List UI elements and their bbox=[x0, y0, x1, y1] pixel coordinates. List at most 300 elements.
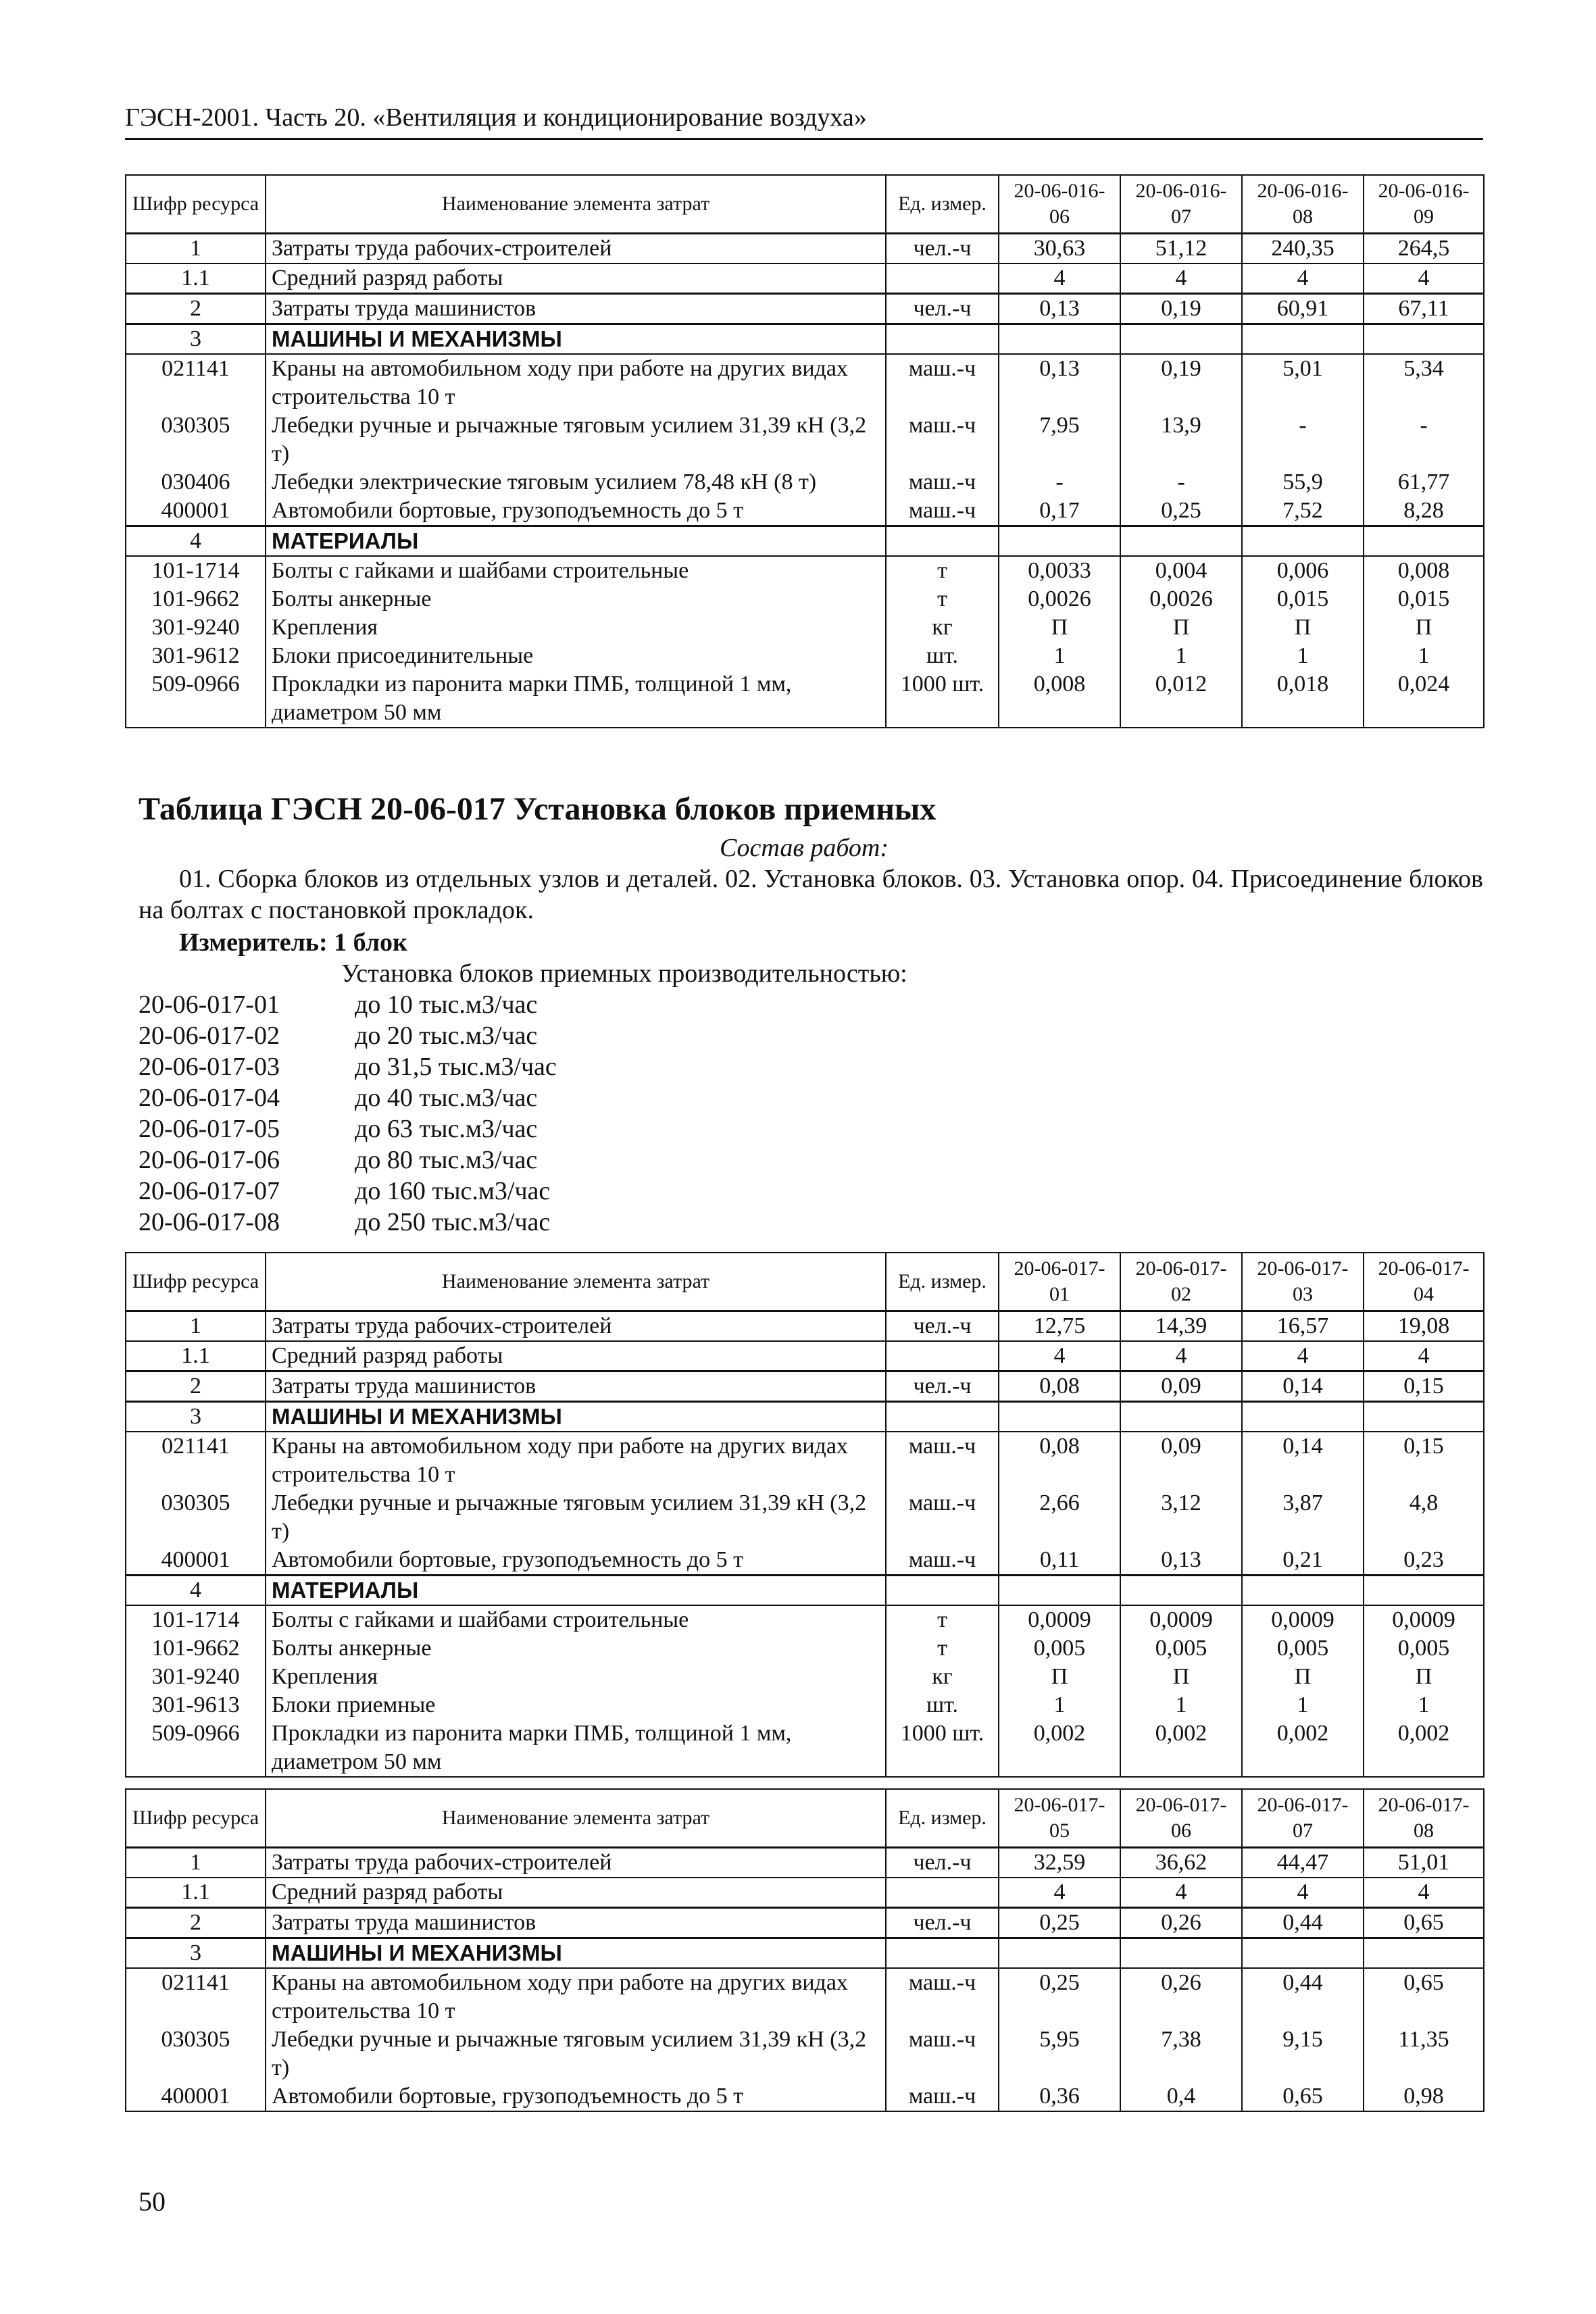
value-cell: 0,65 bbox=[1364, 1968, 1484, 2026]
table-title: Таблица ГЭСН 20-06-017 Установка блоков приемных bbox=[139, 791, 937, 827]
cost-element-name: Затраты труда рабочих-строителей bbox=[266, 234, 886, 264]
unit-cell: маш.-ч bbox=[886, 497, 999, 526]
value-cell: 0,14 bbox=[1242, 1432, 1364, 1489]
resource-code: 030305 bbox=[126, 411, 266, 468]
value-cell: 4 bbox=[1120, 263, 1242, 294]
unit-cell: т bbox=[886, 1634, 999, 1663]
value-cell: 0,08 bbox=[999, 1432, 1120, 1489]
unit-cell bbox=[886, 1402, 999, 1432]
value-cell: - bbox=[1120, 468, 1242, 497]
cost-element-name: Лебедки электрические тяговым усилием 78,48 кН (8 т) bbox=[266, 468, 886, 497]
running-header: ГЭСН-2001. Часть 20. «Вентиляция и кондиционирование воздуха» bbox=[125, 101, 1483, 140]
cost-element-name: Затраты труда машинистов bbox=[266, 294, 886, 324]
unit-cell: чел.-ч bbox=[886, 1311, 999, 1342]
value-cell: 0,13 bbox=[999, 354, 1120, 411]
unit-cell bbox=[886, 1576, 999, 1606]
value-cell: - bbox=[999, 468, 1120, 497]
resource-code: 021141 bbox=[126, 1432, 266, 1489]
resource-code: 509-0966 bbox=[126, 670, 266, 728]
variant-text: до 10 тыс.м3/час bbox=[355, 990, 538, 1019]
column-header: 20-06-017-03 bbox=[1242, 1253, 1364, 1311]
table-row bbox=[126, 1663, 1484, 1691]
value-cell: 19,08 bbox=[1364, 1311, 1484, 1342]
table-row bbox=[126, 1576, 1484, 1606]
variant-text: до 160 тыс.м3/час bbox=[355, 1177, 551, 1205]
value-cell: 67,11 bbox=[1364, 294, 1484, 324]
table-row bbox=[126, 354, 1484, 411]
variant-text: до 250 тыс.м3/час bbox=[355, 1208, 551, 1236]
resource-table-017-b bbox=[125, 1788, 1485, 2112]
value-cell: 1 bbox=[999, 642, 1120, 670]
value-cell: 0,005 bbox=[999, 1634, 1120, 1663]
resource-code: 3 bbox=[126, 1938, 266, 1969]
value-cell: 7,38 bbox=[1120, 2026, 1242, 2082]
unit-cell: маш.-ч bbox=[886, 1968, 999, 2026]
value-cell bbox=[1242, 324, 1364, 355]
value-cell: 4 bbox=[1120, 1878, 1242, 1908]
value-cell: 0,26 bbox=[1120, 1968, 1242, 2026]
value-cell: 0,15 bbox=[1364, 1372, 1484, 1402]
value-cell: 264,5 bbox=[1364, 234, 1484, 264]
value-cell: 4 bbox=[1364, 263, 1484, 294]
cost-element-name: Болты с гайками и шайбами строительные bbox=[266, 556, 886, 585]
resource-code: 1 bbox=[126, 234, 266, 264]
measure-value: 1 блок bbox=[334, 928, 407, 957]
value-cell: 0,4 bbox=[1120, 2082, 1242, 2111]
resource-code: 400001 bbox=[126, 497, 266, 526]
cost-element-name: Затраты труда машинистов bbox=[266, 1908, 886, 1938]
cost-element-name: Болты анкерные bbox=[266, 1634, 886, 1663]
value-cell bbox=[1120, 324, 1242, 355]
value-cell bbox=[1120, 1576, 1242, 1606]
value-cell: 0,0009 bbox=[1364, 1605, 1484, 1634]
table-row bbox=[126, 1341, 1484, 1372]
table-row bbox=[126, 1691, 1484, 1719]
unit-cell bbox=[886, 526, 999, 557]
value-cell: 32,59 bbox=[999, 1848, 1120, 1878]
cost-element-name: Автомобили бортовые, грузоподъемность до 5 т bbox=[266, 1546, 886, 1576]
resource-code: 021141 bbox=[126, 1968, 266, 2026]
page-number: 50 bbox=[139, 2186, 166, 2217]
unit-cell: кг bbox=[886, 1663, 999, 1691]
value-cell: 0,11 bbox=[999, 1546, 1120, 1576]
measure-label: Измеритель: bbox=[179, 928, 328, 957]
column-header: 20-06-017-06 bbox=[1120, 1789, 1242, 1848]
value-cell: 0,09 bbox=[1120, 1372, 1242, 1402]
resource-code: 101-9662 bbox=[126, 1634, 266, 1663]
value-cell: П bbox=[1242, 613, 1364, 642]
value-cell: 0,024 bbox=[1364, 670, 1484, 728]
cost-element-name: Прокладки из паронита марки ПМБ, толщиной 1 мм, диаметром 50 мм bbox=[266, 670, 886, 728]
table-row bbox=[126, 294, 1484, 324]
cost-element-name: Болты анкерные bbox=[266, 585, 886, 613]
value-cell: 0,012 bbox=[1120, 670, 1242, 728]
value-cell: 4 bbox=[1242, 1341, 1364, 1372]
table-row bbox=[126, 2082, 1484, 2111]
resource-table-017-a bbox=[125, 1252, 1485, 1778]
value-cell bbox=[999, 324, 1120, 355]
value-cell: 0,13 bbox=[999, 294, 1120, 324]
variant-item bbox=[139, 1082, 557, 1113]
variant-item bbox=[139, 989, 557, 1020]
value-cell: 0,25 bbox=[1120, 497, 1242, 526]
value-cell bbox=[999, 1938, 1120, 1969]
unit-cell: чел.-ч bbox=[886, 1372, 999, 1402]
column-header: Наименование элемента затрат bbox=[266, 1253, 886, 1311]
column-header: Наименование элемента затрат bbox=[266, 1789, 886, 1848]
unit-cell: т bbox=[886, 585, 999, 613]
value-cell: 0,0009 bbox=[1242, 1605, 1364, 1634]
value-cell: 0,21 bbox=[1242, 1546, 1364, 1576]
value-cell: 0,015 bbox=[1364, 585, 1484, 613]
value-cell: 0,44 bbox=[1242, 1968, 1364, 2026]
value-cell: 4,8 bbox=[1364, 1489, 1484, 1546]
resource-code: 400001 bbox=[126, 2082, 266, 2111]
resource-code: 1 bbox=[126, 1848, 266, 1878]
table-row bbox=[126, 324, 1484, 355]
variant-text: до 40 тыс.м3/час bbox=[355, 1084, 538, 1112]
value-cell: 0,0009 bbox=[1120, 1605, 1242, 1634]
value-cell: 4 bbox=[1364, 1341, 1484, 1372]
cost-element-name: Затраты труда рабочих-строителей bbox=[266, 1311, 886, 1342]
column-header: Ед. измер. bbox=[886, 1789, 999, 1848]
table-row bbox=[126, 1968, 1484, 2026]
resource-code: 3 bbox=[126, 1402, 266, 1432]
value-cell: 0,002 bbox=[1364, 1719, 1484, 1777]
table-row bbox=[126, 1546, 1484, 1576]
resource-code: 4 bbox=[126, 1576, 266, 1606]
variant-code: 20-06-017-06 bbox=[139, 1146, 280, 1174]
resource-code: 1.1 bbox=[126, 1341, 266, 1372]
unit-cell: маш.-ч bbox=[886, 411, 999, 468]
variant-item bbox=[139, 1145, 557, 1176]
table-row bbox=[126, 1719, 1484, 1777]
value-cell bbox=[1364, 1402, 1484, 1432]
unit-cell: маш.-ч bbox=[886, 468, 999, 497]
value-cell: 5,34 bbox=[1364, 354, 1484, 411]
value-cell: 12,75 bbox=[999, 1311, 1120, 1342]
unit-cell bbox=[886, 324, 999, 355]
value-cell: 0,018 bbox=[1242, 670, 1364, 728]
column-header: 20-06-017-01 bbox=[999, 1253, 1120, 1311]
value-cell: П bbox=[1242, 1663, 1364, 1691]
cost-element-name: Краны на автомобильном ходу при работе на других видах строительства 10 т bbox=[266, 1968, 886, 2026]
variant-code: 20-06-017-02 bbox=[139, 1022, 280, 1050]
value-cell: 16,57 bbox=[1242, 1311, 1364, 1342]
value-cell: 0,65 bbox=[1364, 1908, 1484, 1938]
value-cell: 0,002 bbox=[999, 1719, 1120, 1777]
value-cell: 1 bbox=[1242, 1691, 1364, 1719]
table-row bbox=[126, 670, 1484, 728]
measure-line bbox=[179, 927, 407, 958]
variant-code: 20-06-017-05 bbox=[139, 1115, 280, 1143]
value-cell: 0,23 bbox=[1364, 1546, 1484, 1576]
value-cell: 1 bbox=[1242, 642, 1364, 670]
value-cell: 0,0026 bbox=[999, 585, 1120, 613]
variant-item bbox=[139, 1207, 557, 1238]
cost-element-name: Автомобили бортовые, грузоподъемность до 5 т bbox=[266, 497, 886, 526]
column-header: Шифр ресурса bbox=[126, 1789, 266, 1848]
value-cell: 1 bbox=[1120, 642, 1242, 670]
cost-element-name: Блоки присоединительные bbox=[266, 642, 886, 670]
variant-list bbox=[139, 989, 557, 1238]
value-cell: 0,005 bbox=[1242, 1634, 1364, 1663]
value-cell: 0,19 bbox=[1120, 354, 1242, 411]
value-cell: 0,98 bbox=[1364, 2082, 1484, 2111]
value-cell: П bbox=[999, 1663, 1120, 1691]
column-header: 20-06-017-04 bbox=[1364, 1253, 1484, 1311]
value-cell: 0,002 bbox=[1120, 1719, 1242, 1777]
cost-element-name: Краны на автомобильном ходу при работе на других видах строительства 10 т bbox=[266, 1432, 886, 1489]
table-row bbox=[126, 585, 1484, 613]
cost-element-name: Лебедки ручные и рычажные тяговым усилием 31,39 кН (3,2 т) bbox=[266, 1489, 886, 1546]
table-row bbox=[126, 642, 1484, 670]
table-row bbox=[126, 497, 1484, 526]
table-header-row bbox=[126, 1253, 1484, 1311]
value-cell: 0,0033 bbox=[999, 556, 1120, 585]
cost-element-name: МАШИНЫ И МЕХАНИЗМЫ bbox=[266, 1402, 886, 1432]
value-cell: 0,0026 bbox=[1120, 585, 1242, 613]
value-cell: 1 bbox=[1364, 1691, 1484, 1719]
table-row bbox=[126, 556, 1484, 585]
variant-item bbox=[139, 1113, 557, 1145]
cost-element-name: МАШИНЫ И МЕХАНИЗМЫ bbox=[266, 1938, 886, 1969]
resource-code: 030406 bbox=[126, 468, 266, 497]
value-cell: 0,36 bbox=[999, 2082, 1120, 2111]
unit-cell: шт. bbox=[886, 642, 999, 670]
value-cell: 1 bbox=[999, 1691, 1120, 1719]
resource-code: 1 bbox=[126, 1311, 266, 1342]
table-row bbox=[126, 2026, 1484, 2082]
table-row bbox=[126, 1878, 1484, 1908]
cost-element-name: Затраты труда рабочих-строителей bbox=[266, 1848, 886, 1878]
column-header: Ед. измер. bbox=[886, 1253, 999, 1311]
resource-code: 2 bbox=[126, 1908, 266, 1938]
value-cell: 0,005 bbox=[1364, 1634, 1484, 1663]
unit-cell: маш.-ч bbox=[886, 1489, 999, 1546]
unit-cell: кг bbox=[886, 613, 999, 642]
value-cell bbox=[1120, 526, 1242, 557]
value-cell bbox=[1364, 526, 1484, 557]
variant-text: до 63 тыс.м3/час bbox=[355, 1115, 538, 1143]
cost-element-name: Прокладки из паронита марки ПМБ, толщиной 1 мм, диаметром 50 мм bbox=[266, 1719, 886, 1777]
resource-code: 101-9662 bbox=[126, 585, 266, 613]
column-header: 20-06-017-08 bbox=[1364, 1789, 1484, 1848]
unit-cell: чел.-ч bbox=[886, 294, 999, 324]
value-cell: 0,19 bbox=[1120, 294, 1242, 324]
column-header: 20-06-017-02 bbox=[1120, 1253, 1242, 1311]
variant-heading: Установка блоков приемных производительностью: bbox=[341, 959, 907, 988]
value-cell bbox=[999, 1402, 1120, 1432]
column-header: 20-06-016-06 bbox=[999, 175, 1120, 234]
table-row bbox=[126, 234, 1484, 264]
variant-text: до 20 тыс.м3/час bbox=[355, 1022, 538, 1050]
unit-cell bbox=[886, 1878, 999, 1908]
value-cell: 4 bbox=[1242, 1878, 1364, 1908]
value-cell: 51,01 bbox=[1364, 1848, 1484, 1878]
table-row bbox=[126, 1848, 1484, 1878]
resource-code: 2 bbox=[126, 1372, 266, 1402]
resource-code: 4 bbox=[126, 526, 266, 557]
cost-element-name: Средний разряд работы bbox=[266, 1878, 886, 1908]
value-cell: 60,91 bbox=[1242, 294, 1364, 324]
resource-code: 030305 bbox=[126, 2026, 266, 2082]
table-row bbox=[126, 1634, 1484, 1663]
cost-element-name: Средний разряд работы bbox=[266, 263, 886, 294]
unit-cell bbox=[886, 1341, 999, 1372]
unit-cell: т bbox=[886, 556, 999, 585]
unit-cell: т bbox=[886, 1605, 999, 1634]
unit-cell bbox=[886, 1938, 999, 1969]
cost-element-name: Затраты труда машинистов bbox=[266, 1372, 886, 1402]
value-cell bbox=[1242, 1576, 1364, 1606]
variant-code: 20-06-017-08 bbox=[139, 1208, 280, 1236]
value-cell: 55,9 bbox=[1242, 468, 1364, 497]
value-cell: 61,77 bbox=[1364, 468, 1484, 497]
cost-element-name: Блоки приемные bbox=[266, 1691, 886, 1719]
value-cell: 4 bbox=[1242, 263, 1364, 294]
column-header: 20-06-017-05 bbox=[999, 1789, 1120, 1848]
value-cell: 5,01 bbox=[1242, 354, 1364, 411]
resource-code: 021141 bbox=[126, 354, 266, 411]
unit-cell: маш.-ч bbox=[886, 1432, 999, 1489]
value-cell: 0,09 bbox=[1120, 1432, 1242, 1489]
value-cell: 7,52 bbox=[1242, 497, 1364, 526]
cost-element-name: Краны на автомобильном ходу при работе на других видах строительства 10 т bbox=[266, 354, 886, 411]
cost-element-name: Крепления bbox=[266, 613, 886, 642]
value-cell: 4 bbox=[999, 1341, 1120, 1372]
cost-element-name: Болты с гайками и шайбами строительные bbox=[266, 1605, 886, 1634]
resource-code: 1.1 bbox=[126, 1878, 266, 1908]
value-cell: П bbox=[1120, 613, 1242, 642]
value-cell bbox=[999, 526, 1120, 557]
variant-code: 20-06-017-04 bbox=[139, 1084, 280, 1112]
resource-table-016 bbox=[125, 174, 1485, 728]
value-cell: 240,35 bbox=[1242, 234, 1364, 264]
value-cell bbox=[1364, 324, 1484, 355]
cost-element-name: Автомобили бортовые, грузоподъемность до 5 т bbox=[266, 2082, 886, 2111]
table-row bbox=[126, 1489, 1484, 1546]
resource-code: 301-9240 bbox=[126, 613, 266, 642]
value-cell: 0,17 bbox=[999, 497, 1120, 526]
composition-heading: Состав работ: bbox=[719, 834, 889, 862]
unit-cell: маш.-ч bbox=[886, 1546, 999, 1576]
variant-code: 20-06-017-03 bbox=[139, 1053, 280, 1081]
variant-code: 20-06-017-07 bbox=[139, 1177, 280, 1205]
resource-code: 030305 bbox=[126, 1489, 266, 1546]
table-row bbox=[126, 411, 1484, 468]
value-cell: 1 bbox=[1120, 1691, 1242, 1719]
cost-element-name: Средний разряд работы bbox=[266, 1341, 886, 1372]
variant-item bbox=[139, 1020, 557, 1051]
value-cell: 0,14 bbox=[1242, 1372, 1364, 1402]
value-cell: 3,87 bbox=[1242, 1489, 1364, 1546]
table-row bbox=[126, 1605, 1484, 1634]
variant-text: до 80 тыс.м3/час bbox=[355, 1146, 538, 1174]
value-cell: 0,26 bbox=[1120, 1908, 1242, 1938]
cost-element-name: МАТЕРИАЛЫ bbox=[266, 1576, 886, 1606]
cost-element-name: МАШИНЫ И МЕХАНИЗМЫ bbox=[266, 324, 886, 355]
value-cell: 0,44 bbox=[1242, 1908, 1364, 1938]
value-cell: 11,35 bbox=[1364, 2026, 1484, 2082]
unit-cell: чел.-ч bbox=[886, 1848, 999, 1878]
value-cell: 4 bbox=[1364, 1878, 1484, 1908]
value-cell: 0,08 bbox=[999, 1372, 1120, 1402]
value-cell: 0,002 bbox=[1242, 1719, 1364, 1777]
unit-cell: чел.-ч bbox=[886, 1908, 999, 1938]
table-header-row bbox=[126, 175, 1484, 234]
table-row bbox=[126, 468, 1484, 497]
resource-code: 1.1 bbox=[126, 263, 266, 294]
unit-cell: маш.-ч bbox=[886, 2082, 999, 2111]
value-cell: П bbox=[999, 613, 1120, 642]
value-cell: 0,15 bbox=[1364, 1432, 1484, 1489]
unit-cell: 1000 шт. bbox=[886, 1719, 999, 1777]
resource-code: 2 bbox=[126, 294, 266, 324]
column-header: Шифр ресурса bbox=[126, 175, 266, 234]
value-cell bbox=[1120, 1938, 1242, 1969]
value-cell: 0,25 bbox=[999, 1968, 1120, 2026]
variant-item bbox=[139, 1051, 557, 1082]
resource-code: 101-1714 bbox=[126, 556, 266, 585]
value-cell: 7,95 bbox=[999, 411, 1120, 468]
column-header: 20-06-017-07 bbox=[1242, 1789, 1364, 1848]
value-cell bbox=[1242, 1402, 1364, 1432]
cost-element-name: Крепления bbox=[266, 1663, 886, 1691]
value-cell: 0,006 bbox=[1242, 556, 1364, 585]
table-row bbox=[126, 1938, 1484, 1969]
resource-code: 301-9612 bbox=[126, 642, 266, 670]
cost-element-name: Лебедки ручные и рычажные тяговым усилием 31,39 кН (3,2 т) bbox=[266, 411, 886, 468]
value-cell: 0,008 bbox=[1364, 556, 1484, 585]
resource-code: 509-0966 bbox=[126, 1719, 266, 1777]
resource-code: 400001 bbox=[126, 1546, 266, 1576]
unit-cell: маш.-ч bbox=[886, 354, 999, 411]
value-cell: 13,9 bbox=[1120, 411, 1242, 468]
value-cell: П bbox=[1364, 1663, 1484, 1691]
cost-element-name: МАТЕРИАЛЫ bbox=[266, 526, 886, 557]
variant-item bbox=[139, 1176, 557, 1207]
variant-text: до 31,5 тыс.м3/час bbox=[355, 1053, 557, 1081]
cost-element-name: Лебедки ручные и рычажные тяговым усилием 31,39 кН (3,2 т) bbox=[266, 2026, 886, 2082]
table-row bbox=[126, 1311, 1484, 1342]
unit-cell: шт. bbox=[886, 1691, 999, 1719]
value-cell: 0,008 bbox=[999, 670, 1120, 728]
value-cell: 3,12 bbox=[1120, 1489, 1242, 1546]
column-header: Шифр ресурса bbox=[126, 1253, 266, 1311]
value-cell: 0,25 bbox=[999, 1908, 1120, 1938]
unit-cell: чел.-ч bbox=[886, 234, 999, 264]
composition-text: 01. Сборка блоков из отдельных узлов и деталей. 02. Установка блоков. 03. Установка опор. 04. Присоединение блоков на болтах с постановкой прокладок. bbox=[139, 865, 1483, 924]
table-row bbox=[126, 1432, 1484, 1489]
value-cell bbox=[999, 1576, 1120, 1606]
column-header: 20-06-016-07 bbox=[1120, 175, 1242, 234]
value-cell bbox=[1120, 1402, 1242, 1432]
value-cell: 4 bbox=[999, 1878, 1120, 1908]
unit-cell: 1000 шт. bbox=[886, 670, 999, 728]
column-header: Ед. измер. bbox=[886, 175, 999, 234]
resource-code: 301-9613 bbox=[126, 1691, 266, 1719]
value-cell bbox=[1364, 1576, 1484, 1606]
value-cell: 4 bbox=[1120, 1341, 1242, 1372]
value-cell: - bbox=[1364, 411, 1484, 468]
value-cell: 44,47 bbox=[1242, 1848, 1364, 1878]
value-cell: 4 bbox=[999, 263, 1120, 294]
value-cell bbox=[1242, 1938, 1364, 1969]
value-cell: 51,12 bbox=[1120, 234, 1242, 264]
value-cell: 30,63 bbox=[999, 234, 1120, 264]
value-cell bbox=[1364, 1938, 1484, 1969]
